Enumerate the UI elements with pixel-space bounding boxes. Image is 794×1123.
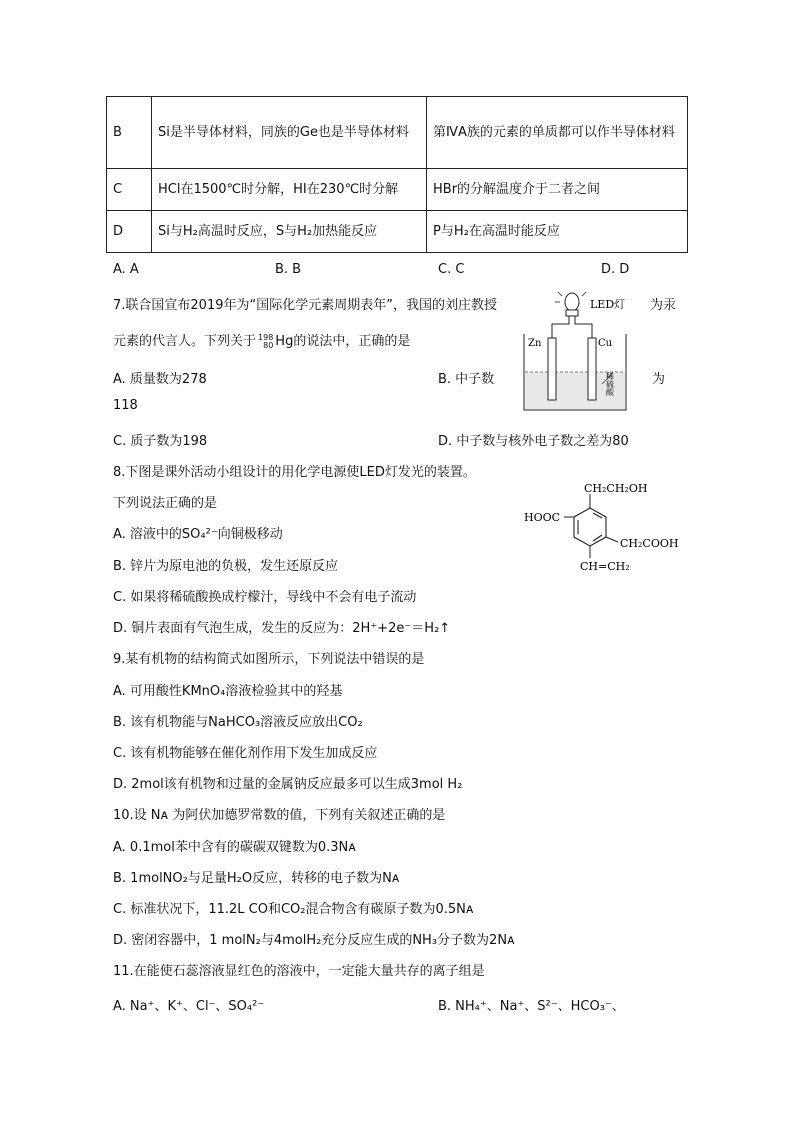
q7-stem-2a: 元素的代言人。下列关于 (113, 334, 257, 349)
q10-stem: 10.设 Nᴀ 为阿伏加德罗常数的值，下列有关叙述正确的是 (113, 808, 446, 823)
q10-option-b: B. 1molNO₂与足量H₂O反应，转移的电子数为Nᴀ (113, 871, 400, 886)
row-label: C (107, 169, 152, 211)
q11-option-b: B. NH₄⁺、Na⁺、S²⁻、HCO₃⁻、 (438, 999, 625, 1014)
row-left-cell: Si与H₂高温时反应，S与H₂加热能反应 (152, 211, 427, 253)
q8-stem-2: 下列说法正确的是 (113, 496, 218, 511)
q7-option-d: D. 中子数与核外电子数之差为80 (438, 434, 629, 449)
benzene-ring (574, 508, 606, 546)
q9-option-a: A. 可用酸性KMnO₄溶液检验其中的羟基 (113, 684, 343, 699)
q7-stem-1b: 为汞 (650, 298, 677, 313)
q7-option-c: C. 质子数为198 (113, 434, 208, 449)
row-label: D (107, 211, 152, 253)
substituent-left: HOOC (524, 511, 561, 524)
q8-option-b: B. 锌片为原电池的负极，发生还原反应 (113, 559, 339, 574)
q8-option-d: D. 铜片表面有气泡生成，发生的反应为：2H⁺+2e⁻＝H₂↑ (113, 621, 451, 636)
q7-option-a: A. 质量数为278 (113, 372, 207, 387)
zn-label: Zn (528, 338, 542, 349)
q6-option-c: C. C (438, 262, 465, 277)
substituent-bottom: CH=CH₂ (580, 560, 630, 573)
q10-option-d: D. 密闭容器中，1 molN₂与4molH₂充分反应生成的NH₃分子数为2Nᴀ (113, 933, 515, 948)
row-right-cell: 第ⅣA族的元素的单质都可以作半导体材料 (427, 97, 688, 169)
cu-electrode (588, 338, 596, 400)
q6-option-a: A. A (113, 262, 139, 277)
q8-option-c: C. 如果将稀硫酸换成柠檬汁，导线中不会有电子流动 (113, 590, 417, 605)
q10-option-a: A. 0.1mol苯中含有的碳碳双键数为0.3Nᴀ (113, 840, 356, 855)
q7-stem-2b: 的说法中，正确的是 (293, 334, 411, 349)
q7-stem-2 (113, 330, 410, 350)
q11-stem: 11.在能使石蕊溶液显红色的溶液中，一定能大量共存的离子组是 (113, 964, 485, 979)
table-row (107, 211, 688, 253)
q11-option-a: A. Na⁺、K⁺、Cl⁻、SO₄²⁻ (113, 999, 265, 1014)
q8-option-a: A. 溶液中的SO₄²⁻向铜极移动 (113, 527, 283, 542)
q7-option-b-value: 118 (113, 398, 138, 413)
wire-right (575, 316, 592, 338)
comparison-table (106, 96, 688, 253)
galvanic-cell-figure (516, 288, 636, 414)
row-label: B (107, 97, 152, 169)
row-left-cell: Si是半导体材料，同族的Ge也是半导体材料 (152, 97, 427, 169)
led-bulb-icon (555, 292, 586, 316)
q7-stem-1: 7.联合国宣布2019年为“国际化学元素周期表年”，我国的刘庄教授 (113, 298, 497, 313)
q7-option-b-end: 为 (652, 372, 666, 387)
q9-option-d: D. 2mol该有机物和过量的金属钠反应最多可以生成3mol H₂ (113, 777, 463, 792)
element-symbol: Hg (275, 334, 294, 349)
q8-stem-1: 8.下图是课外活动小组设计的用化学电源使LED灯发光的装置。 (113, 465, 476, 480)
q9-stem: 9.某有机物的结构简式如图所示，下列说法中错误的是 (113, 652, 425, 667)
q10-option-c: C. 标准状况下，11.2L CO和CO₂混合物含有碳原子数为0.5Nᴀ (113, 902, 474, 917)
mass-number: 198 (258, 332, 274, 342)
q9-option-c: C. 该有机物能够在催化剂作用下发生加成反应 (113, 746, 378, 761)
zn-electrode (548, 338, 556, 400)
wire-left (552, 316, 569, 338)
q7-option-b: B. 中子数 (438, 372, 495, 387)
table-row (107, 97, 688, 169)
substituent-top: CH₂CH₂OH (584, 482, 648, 495)
substituent-right: CH₂COOH (620, 537, 679, 550)
cu-label: Cu (598, 338, 613, 349)
q6-option-b: B. B (275, 262, 302, 277)
q6-option-d: D. D (601, 262, 630, 277)
organic-molecule-figure (520, 478, 694, 590)
acid-label: 稀硫酸 (605, 372, 615, 396)
table-row (107, 169, 688, 211)
led-label: LED灯 (590, 298, 626, 311)
row-left-cell: HCl在1500℃时分解，HI在230℃时分解 (152, 169, 427, 211)
row-right-cell: P与H₂在高温时能反应 (427, 211, 688, 253)
q9-option-b: B. 该有机物能与NaHCO₃溶液反应放出CO₂ (113, 715, 363, 730)
isotope-notation (258, 334, 273, 350)
atomic-number: 80 (263, 340, 274, 350)
row-right-cell: HBr的分解温度介于二者之间 (427, 169, 688, 211)
